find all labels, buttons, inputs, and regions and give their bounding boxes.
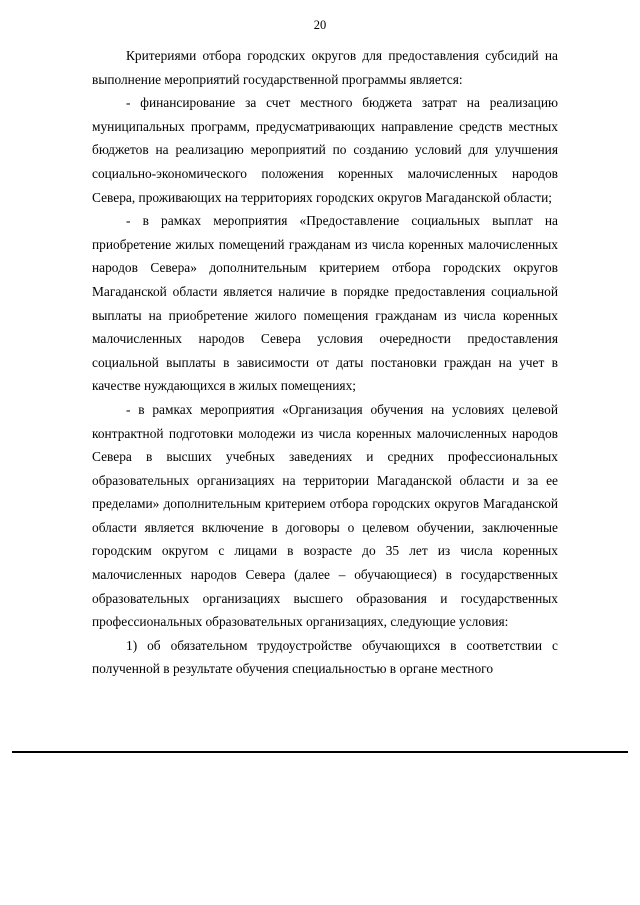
- paragraph-housing-payments: - в рамках мероприятия «Предоставление социальных выплат на приобретение жилых помещений гражданам из числа коренных малочисленных народов Севера» дополнительным критерием отбора городских округов Магаданской области является наличие в порядке предоставления социальной выплаты на приобретение жилого помещения гражданам из числа коренных малочисленных народов Севера условия очередности предоставления социальной выплаты в зависимости от даты постановки граждан на учет в качестве нуждающихся в жилых помещениях;: [92, 213, 558, 394]
- page-bottom-rule: [12, 751, 628, 753]
- paragraph-targeted-education: - в рамках мероприятия «Организация обучения на условиях целевой контрактной подготовки молодежи из числа коренных малочисленных народов Севера в высших учебных заведениях и средних профессиональных образовательных организациях на территории Магаданской области и за ее пределами» дополнительным критерием отбора городских округов Магаданской области является включение в договоры о целевом обучении, заключенные городским округом с лицами в возрасте до 35 лет из числа коренных малочисленных народов Севера (далее – обучающиеся) в государственных образовательных организациях высшего образования и государственных профессиональных образовательных организациях, следующие условия:: [92, 401, 558, 630]
- paragraph-criteria-intro: Критериями отбора городских округов для предоставления субсидий на выполнение мероприятий государственной программы является:: [92, 48, 558, 87]
- document-body: [92, 44, 558, 681]
- page-number: 20: [313, 18, 327, 32]
- paragraph-employment-condition: 1) об обязательном трудоустройстве обучающихся в соответствии с полученной в результате обучения специальностью в органе местного: [92, 637, 558, 677]
- paragraph-local-budget-financing: - финансирование за счет местного бюджета затрат на реализацию муниципальных программ, предусматривающих направление средств местных бюджетов на реализацию мероприятий по созданию условий для улучшения социально-экономического положения коренных малочисленных народов Севера, проживающих на территориях городских округов Магаданской области;: [92, 95, 558, 205]
